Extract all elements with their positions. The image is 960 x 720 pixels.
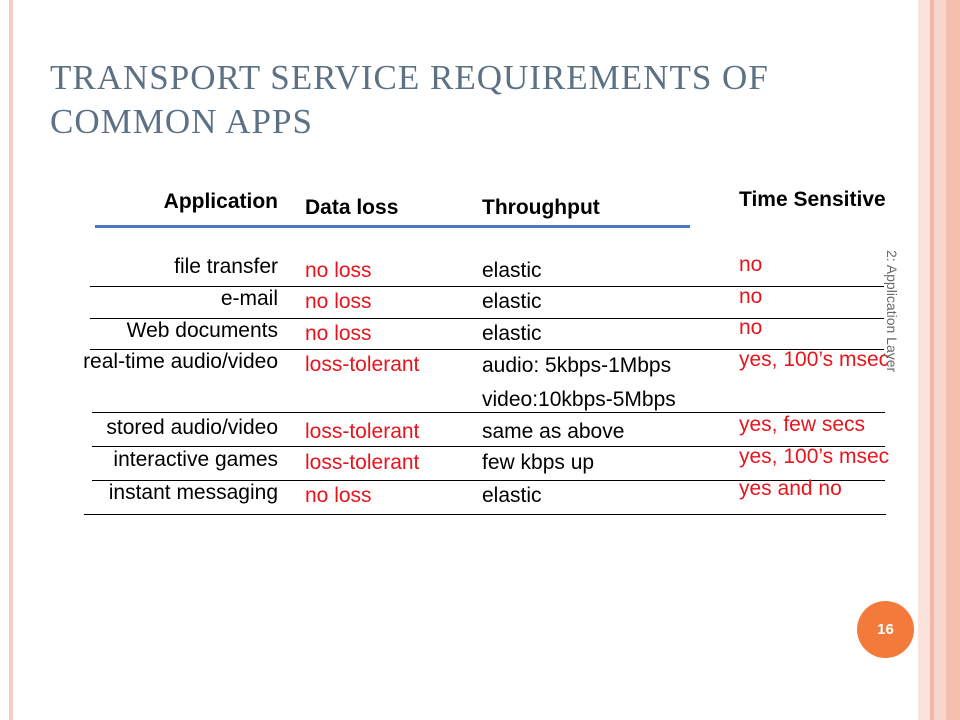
time-sensitive-cell: no [739, 285, 763, 308]
application-cell: e-mail [220, 287, 278, 310]
header-time-sensitive: Time Sensitive [739, 188, 886, 211]
header-throughput: Throughput [482, 196, 600, 219]
slide-title: TRANSPORT SERVICE REQUIREMENTS OF COMMON APPS [50, 58, 769, 141]
time-sensitive-cell: no [739, 253, 763, 276]
data-loss-cell: loss-tolerant [305, 420, 420, 443]
data-loss-cell: loss-tolerant [305, 353, 420, 376]
data-loss-cell: no loss [305, 484, 372, 507]
data-loss-cell: no loss [305, 322, 372, 345]
page-number-badge: 16 [857, 601, 914, 658]
header-data-loss: Data loss [305, 196, 399, 219]
application-cell: Web documents [126, 319, 278, 342]
throughput-cell: elastic [482, 322, 542, 345]
data-loss-cell: no loss [305, 290, 372, 313]
throughput-cell: elastic [482, 290, 542, 313]
time-sensitive-cell: yes, few secs [739, 413, 866, 436]
application-cell: file transfer [174, 255, 278, 278]
time-sensitive-cell: no [739, 316, 763, 339]
row-divider [84, 514, 886, 515]
time-sensitive-cell: yes and no [739, 477, 842, 500]
throughput-cell: video:10kbps-5Mbps [482, 388, 676, 411]
section-side-label: 2: Application Layer [884, 250, 900, 373]
right-frame-bar [918, 0, 930, 720]
application-cell: stored audio/video [106, 416, 278, 439]
throughput-cell: elastic [482, 259, 542, 282]
throughput-cell: same as above [482, 420, 625, 443]
throughput-cell: audio: 5kbps-1Mbps [482, 354, 672, 377]
header-application: Application [163, 190, 278, 213]
data-loss-cell: no loss [305, 259, 372, 282]
right-frame-bar [946, 0, 960, 720]
throughput-cell: few kbps up [482, 451, 595, 474]
left-frame-bar [9, 0, 13, 720]
application-cell: instant messaging [108, 481, 278, 504]
throughput-cell: elastic [482, 484, 542, 507]
right-frame-bar [934, 0, 946, 720]
application-cell: interactive games [113, 448, 278, 471]
time-sensitive-cell: yes, 100’s msec [739, 445, 890, 468]
time-sensitive-cell: yes, 100’s msec [739, 348, 890, 371]
header-divider [95, 225, 690, 228]
data-loss-cell: loss-tolerant [305, 451, 420, 474]
application-cell: real-time audio/video [83, 350, 278, 373]
row-divider [90, 286, 884, 287]
